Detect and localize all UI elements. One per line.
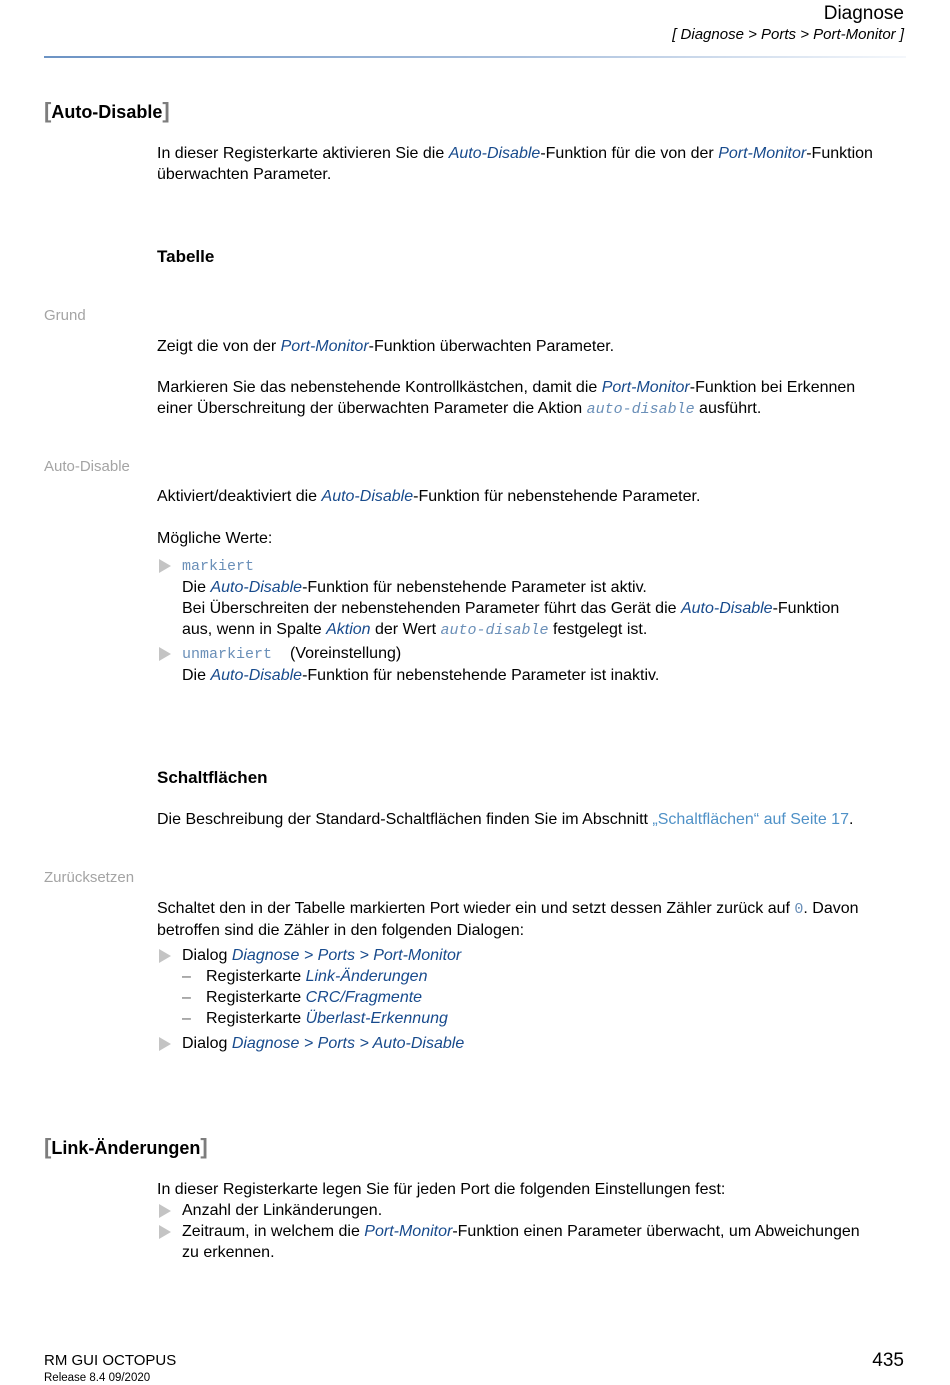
text: Zeitraum, in welchem die [182, 1223, 365, 1240]
grund-checkbox-description [157, 377, 917, 420]
tab-name: Link-Änderungen [305, 968, 428, 985]
cross-reference-link[interactable]: „Schaltflächen“ auf Seite 17 [652, 811, 849, 828]
text: festgelegt ist. [548, 621, 648, 638]
subheading-schaltflaechen: Schaltflächen [157, 768, 268, 787]
bullet-triangle-icon [159, 1225, 171, 1239]
text: Schaltet den in der Tabelle markierten Port wieder ein und setzt dessen Zähler zurück auf [157, 900, 795, 917]
function-name: Port-Monitor [280, 338, 369, 355]
bracket-open: [ [44, 98, 52, 123]
section-intro [157, 143, 917, 185]
footer-release: Release 8.4 09/2020 [44, 1372, 151, 1384]
value-item-unmarkiert [157, 643, 917, 686]
dialog-item-port-monitor [157, 945, 917, 966]
tab-item-overload-detection [182, 1008, 448, 1029]
value-name: markiert [182, 558, 255, 575]
link-bullet-period [157, 1221, 917, 1263]
link-section-intro: In dieser Registerkarte legen Sie für jeden Port die folgenden Einstellungen fest: [157, 1181, 726, 1198]
text: In dieser Registerkarte aktivieren Sie die [157, 145, 449, 162]
text: Die [182, 667, 211, 684]
dialog-item-auto-disable [157, 1033, 917, 1054]
text: -Funktion für nebenstehende Parameter. [413, 488, 701, 505]
possible-values-label: Mögliche Werte: [157, 530, 273, 547]
bullet-triangle-icon [159, 1204, 171, 1218]
function-name: Auto-Disable [680, 600, 773, 617]
function-name: Auto-Disable [210, 579, 303, 596]
text: Aktiviert/deaktiviert die [157, 488, 322, 505]
text: -Funktion [772, 600, 840, 617]
bullet-triangle-icon [159, 647, 171, 661]
text: Anzahl der Linkänderungen. [182, 1202, 383, 1219]
text: überwachten Parameter. [157, 166, 332, 183]
footer-product: RM GUI OCTOPUS [44, 1352, 177, 1369]
header-divider [44, 56, 906, 58]
tab-name: Überlast-Erkennung [305, 1010, 448, 1027]
auto-disable-description [157, 486, 917, 507]
breadcrumb: [ Diagnose > Ports > Port-Monitor ] [672, 26, 904, 43]
text: -Funktion [806, 145, 873, 162]
section-heading-auto-disable [44, 100, 170, 123]
function-name: Port-Monitor [601, 379, 690, 396]
dash-bullet: – [182, 968, 191, 985]
text: der Wert [370, 621, 441, 638]
value-item-markiert [157, 555, 917, 641]
function-name: Auto-Disable [321, 488, 414, 505]
text: Registerkarte [206, 989, 306, 1006]
page-number: 435 [872, 1350, 904, 1371]
text: -Funktion für nebenstehende Parameter ist inaktiv. [302, 667, 660, 684]
text: Die Beschreibung der Standard-Schaltflächen finden Sie im Abschnitt [157, 811, 653, 828]
bracket-open: [ [44, 1134, 52, 1159]
text: Dialog [182, 1035, 232, 1052]
text: einer Überschreitung der überwachten Parameter die Aktion [157, 400, 587, 417]
text: Registerkarte [206, 968, 306, 985]
dialog-path: Diagnose > Ports > Auto-Disable [231, 1035, 465, 1052]
function-name: Auto-Disable [210, 667, 303, 684]
text: -Funktion für nebenstehende Parameter ist aktiv. [302, 579, 647, 596]
chapter-title: Diagnose [823, 3, 904, 24]
link-bullet-count [157, 1200, 917, 1221]
reset-description [157, 898, 917, 941]
action-value: auto-disable [440, 622, 549, 639]
bullet-triangle-icon [159, 1037, 171, 1051]
default-note: (Voreinstellung) [290, 645, 402, 662]
bullet-triangle-icon [159, 559, 171, 573]
text: Bei Überschreiten der nebenstehenden Parameter führt das Gerät die [182, 600, 681, 617]
section-title: Link-Änderungen [51, 1138, 201, 1158]
counter-value: 0 [794, 901, 804, 918]
side-label-zuruecksetzen: Zurücksetzen [44, 869, 135, 886]
text: . Davon [803, 900, 859, 917]
side-label-grund: Grund [44, 307, 86, 324]
bullet-triangle-icon [159, 949, 171, 963]
text: -Funktion überwachten Parameter. [368, 338, 615, 355]
bracket-close: ] [162, 98, 170, 123]
function-name: Port-Monitor [718, 145, 807, 162]
text: Dialog [182, 947, 232, 964]
tab-name: CRC/Fragmente [305, 989, 423, 1006]
section-heading-link-changes [44, 1136, 208, 1159]
text: Registerkarte [206, 1010, 306, 1027]
dialog-path: Diagnose > Ports > Port-Monitor [231, 947, 462, 964]
text: Markieren Sie das nebenstehende Kontrollkästchen, damit die [157, 379, 602, 396]
text: zu erkennen. [182, 1244, 275, 1261]
text: -Funktion bei Erkennen [689, 379, 856, 396]
value-name: unmarkiert [182, 646, 273, 663]
text: aus, wenn in Spalte [182, 621, 327, 638]
text: ausführt. [694, 400, 762, 417]
text: . [848, 811, 854, 828]
section-title: Auto-Disable [51, 102, 163, 122]
dash-bullet: – [182, 1010, 191, 1027]
text: -Funktion einen Parameter überwacht, um Abweichungen [452, 1223, 860, 1240]
tab-item-link-changes [182, 966, 427, 987]
column-name: Aktion [326, 621, 371, 638]
buttons-description [157, 809, 917, 830]
dash-bullet: – [182, 989, 191, 1006]
function-name: Port-Monitor [364, 1223, 453, 1240]
text: Zeigt die von der [157, 338, 281, 355]
bracket-close: ] [200, 1134, 208, 1159]
function-name: Auto-Disable [448, 145, 541, 162]
text: betroffen sind die Zähler in den folgenden Dialogen: [157, 922, 525, 939]
side-label-auto-disable: Auto-Disable [44, 458, 130, 475]
action-value: auto-disable [586, 401, 695, 418]
subheading-tabelle: Tabelle [157, 247, 215, 266]
text: Die [182, 579, 211, 596]
grund-description [157, 336, 917, 357]
tab-item-crc-fragments [182, 987, 422, 1008]
text: -Funktion für die von der [540, 145, 719, 162]
